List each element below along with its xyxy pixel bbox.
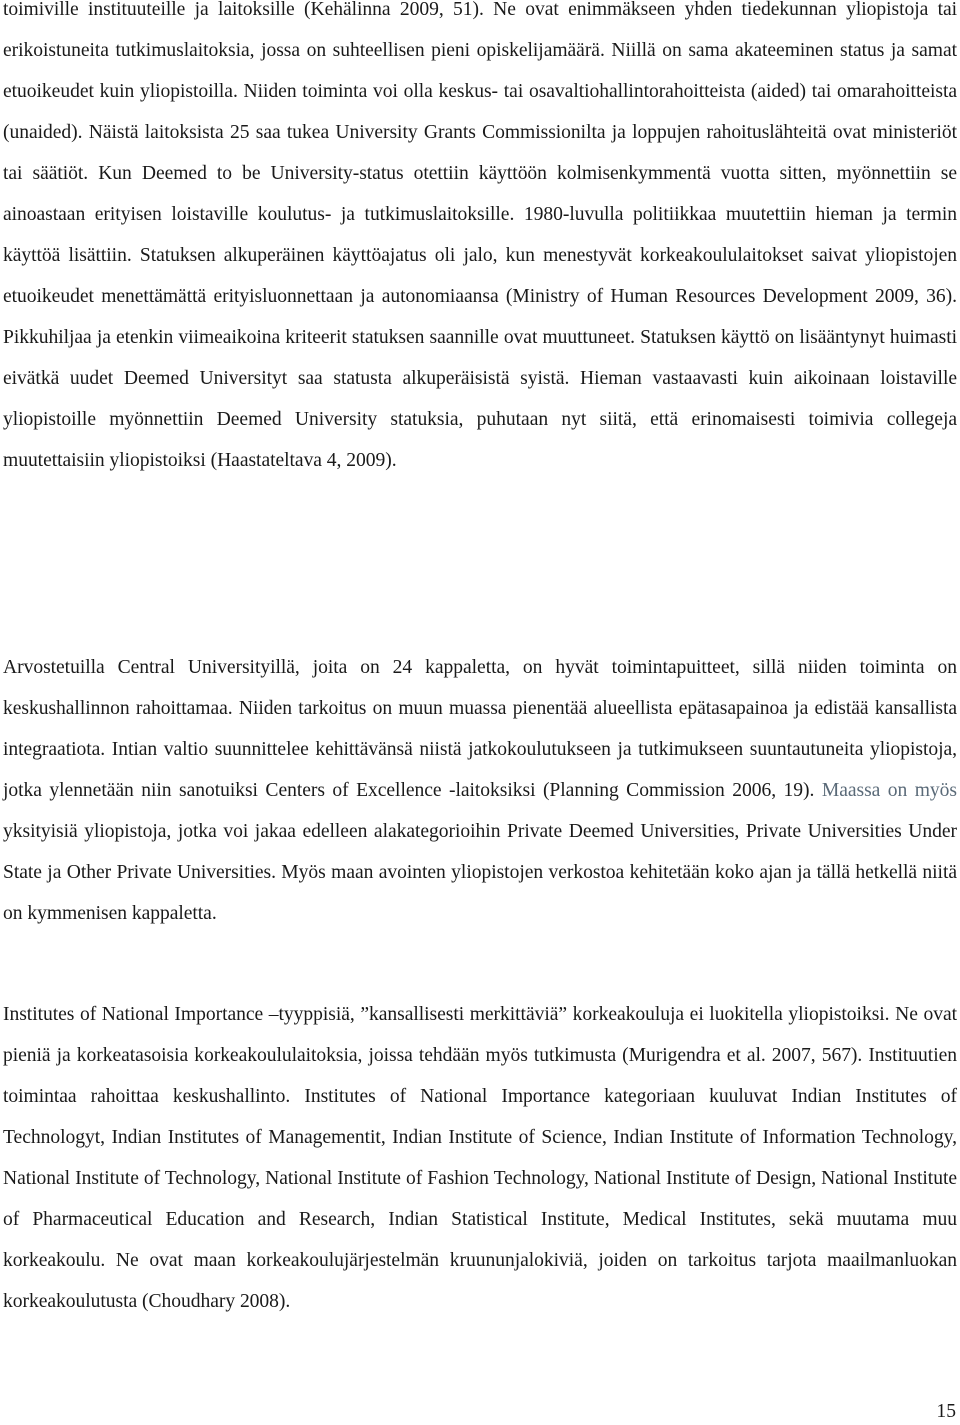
paragraph-text: toimiville instituuteille ja laitoksille (Kehälinna 2009, 51). Ne ovat enimmäkseen yhden tiedekunnan yliopistoja tai erikoistuneita tutkimuslaitoksia, jossa on suhteellisen pieni opiskelijamäärä. Niillä on sama akateeminen status ja samat etuoikeudet kuin yliopistoilla. Niiden toiminta voi olla keskus- tai osavaltiohallintorahoitteista (aided) tai omarahoitteista (unaided). Näistä laitoksista 25 saa tukea University Grants Commissionilta ja loppujen rahoituslähteitä ovat ministeriöt tai säätiöt. Kun Deemed to be University-status otettiin käyttöön kolmisenkymmentä vuotta sitten, myönnettiin se ainoastaan erityisen loistaville koulutus- ja tutkimuslaitoksille. 1980-luvulla politiikkaa muutettiin hieman ja termin käyttöä lisättiin. Statuksen alkuperäinen käyttöajatus oli jalo, kun menestyvät korkeakoululaitokset saivat yliopistojen etuoikeudet menettämättä erityisluonnettaan ja autonomiaansa (Ministry of Human Resources Development 2009, 36). Pikkuhiljaa ja etenkin viimeaikoina kriteerit statuksen saannille ovat muuttuneet. Statuksen käyttö on lisääntynyt huimasti eivätkä uudet Deemed Universityt saa statusta alkuperäisistä syistä. Hieman vastaavasti kuin aikoinaan loistaville yliopistoille myönnettiin Deemed University statuksia, puhutaan nyt siitä, että erinomaisesti toimivia collegeja muutettaisiin yliopistoiksi (Haastateltava 4, 2009). (3, 0, 957, 471)
paragraph-deemed-universities (3, 0, 957, 481)
paragraph-text: Arvostetuilla Central Universityillä, joita on 24 kappaletta, on hyvät toimintapuitteet, sillä niiden toiminta on keskushallinnon rahoittamaa. Niiden tarkoitus on muun muassa pienentää alueellista epätasapainoa ja edistää kansallista integraatiota. Intian valtio suunnittelee kehittävänsä niistä jatkokoulutukseen ja tutkimukseen suuntautuneita yliopistoja, jotka ylennetään niin sanotuiksi Centers of Excellence -laitoksiksi (Planning Commission 2006, 19). (3, 657, 957, 801)
paragraph-central-universities (3, 647, 957, 934)
paragraph-institutes-of-national-importance (3, 994, 957, 1322)
highlighted-text: Maassa on myös (821, 780, 957, 801)
page-number: 15 (936, 1401, 956, 1422)
paragraph-text: Institutes of National Importance –tyyppisiä, ”kansallisesti merkittäviä” korkeakouluja ei luokitella yliopistoiksi. Ne ovat pieniä ja korkeatasoisia korkeakoululaitoksia, joissa tehdään myös tutkimusta (Murigendra et al. 2007, 567). Instituutien toimintaa rahoittaa keskushallinto. Institutes of National Importance kategoriaan kuuluvat Indian Institutes of Technologyt, Indian Institutes of Managementit, Indian Institute of Science, Indian Institute of Information Technology, National Institute of Technology, National Institute of Fashion Technology, National Institute of Design, National Institute of Pharmaceutical Education and Research, Indian Statistical Institute, Medical Institutes, sekä muutama muu korkeakoulu. Ne ovat maan korkeakoulujärjestelmän kruununjalokiviä, joiden on tarkoitus tarjota maailmanluokan korkeakoulutusta (Choudhary 2008). (3, 1004, 957, 1312)
paragraph-text: yksityisiä yliopistoja, jotka voi jakaa edelleen alakategorioihin Private Deemed Universities, Private Universities Under State ja Other Private Universities. Myös maan avointen yliopistojen verkostoa kehitetään koko ajan ja tällä hetkellä niitä on kymmenisen kappaletta. (3, 821, 957, 924)
